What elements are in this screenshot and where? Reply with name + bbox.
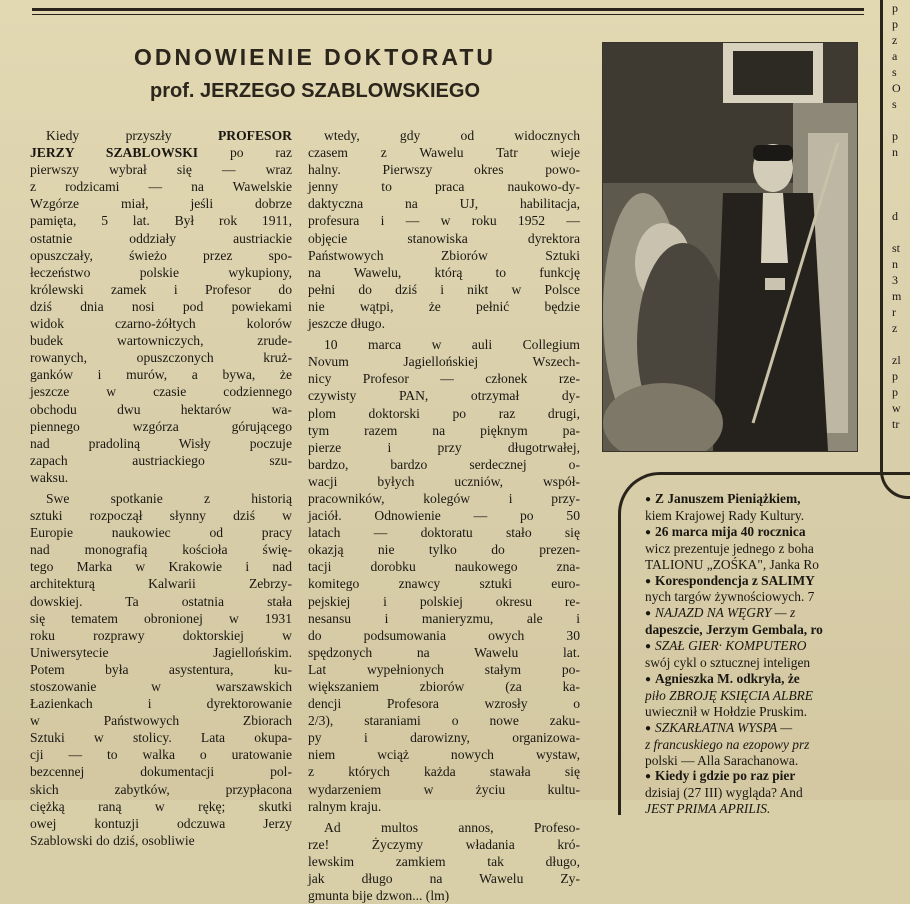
brief-line	[645, 671, 910, 688]
fragment: r	[892, 305, 896, 319]
paragraph-3	[308, 127, 580, 332]
text-line: wydarzeniem w życiu kultu-	[308, 781, 580, 797]
text-line: nad monografią kościoła świę-	[30, 542, 292, 558]
text-segment: jeszcze w czasie codziennego	[30, 384, 292, 400]
text-segment: z rodzicami — na Wawelskie	[30, 179, 292, 195]
brief-text: NAJAZD NA WĘGRY — z	[655, 605, 796, 621]
text-line: sztuki rozpoczął słynny dziś w	[30, 508, 292, 524]
fragment	[892, 176, 910, 192]
text-line	[30, 212, 292, 229]
fragment	[892, 112, 910, 128]
text-line: Novum Jagiellońskiej Wszech-	[308, 354, 580, 370]
text-segment: nad pradoliną Wisły poczuje	[30, 435, 292, 451]
text-line	[30, 418, 292, 435]
text-line: jeszcze długo.	[308, 316, 385, 332]
text-line: na Wawelu, którą to funkcję	[308, 264, 580, 280]
text-segment: zapach austriackiego szu-	[30, 452, 292, 468]
bullet-icon: ●	[645, 575, 652, 587]
text-line: pełni do dziś i nikt w Polsce	[308, 281, 580, 297]
text-line	[30, 127, 292, 144]
brief-line	[645, 638, 910, 655]
text-line: jaciół. Odnowienie — po 50	[308, 508, 580, 524]
text-line: objęcie stanowiska dyrektora	[308, 230, 580, 246]
brief-text: nych targów żywnościowych. 7	[645, 589, 815, 605]
text-line: plom doktorski po raz drugi,	[308, 405, 580, 421]
brief-line	[645, 655, 910, 671]
bullet-icon: ●	[645, 641, 652, 653]
fragment: a	[892, 49, 898, 63]
text-line: latach — doktoratu stało się	[308, 525, 580, 541]
right-edge-fragments	[892, 0, 910, 470]
text-line: Ad multos annos, Profeso-	[324, 819, 580, 835]
bullet-icon: ●	[645, 771, 652, 783]
text-line	[30, 332, 292, 349]
paragraph-5	[308, 819, 580, 904]
text-line	[30, 469, 292, 486]
brief-text: Kiedy i gdzie po raz pier	[655, 768, 796, 784]
text-line: architekturą Kalwarii Zebrzy-	[30, 576, 292, 592]
text-line: Potem była asystentura, ku-	[30, 661, 292, 677]
brief-line	[645, 704, 910, 720]
text-line	[30, 401, 292, 418]
text-line	[30, 349, 292, 366]
brief-text: Agnieszka M. odkryła, że	[655, 670, 800, 686]
text-line: daktyczna na UJ, habilitacja,	[308, 196, 580, 212]
text-segment: rowanych, opuszczonych kruż-	[30, 350, 292, 366]
text-line: profesura i — w roku 1952 —	[308, 213, 580, 229]
text-segment: piennego wzgórza górującego	[30, 418, 292, 434]
text-line: tego Marka w Krakowie i nad	[30, 559, 292, 575]
fragment: zl	[892, 353, 901, 367]
text-line: nicy Profesor — członek rze-	[308, 371, 580, 387]
brief-text: TALIONU „ZOŚKA", Janka Ro	[645, 556, 819, 572]
text-line	[30, 281, 292, 298]
text-line: czywisty PAN, otrzymał dy-	[308, 388, 580, 404]
column-divider	[880, 0, 883, 462]
text-segment: JERZY SZABLOWSKI	[30, 145, 199, 161]
text-segment: królewski zamek i Profesor do	[30, 281, 292, 297]
text-line: wacji byłych uczniów, współ-	[308, 473, 580, 489]
brief-line	[645, 508, 910, 524]
fragment	[892, 192, 910, 208]
text-line: tacji dorobku naukowego zna-	[308, 559, 580, 575]
fragment: d	[892, 209, 898, 223]
brief-text: swój cykl o sztucznej inteligen	[645, 655, 811, 671]
brief-line	[645, 720, 910, 737]
text-line: Szablowski do dziś, osobliwie	[30, 832, 195, 848]
fragment: st	[892, 241, 901, 255]
fragment: p	[892, 17, 898, 31]
brief-text: 26 marca mija 40 rocznica	[655, 523, 806, 539]
text-line: 2/3), staraniami o nowe zaku-	[308, 713, 580, 729]
fragment: w	[892, 401, 901, 415]
text-segment: ostatnie oddziały austriackie	[30, 230, 292, 246]
text-line: pracowników, kolegów i przy-	[308, 490, 580, 506]
brief-text: wicz prezentuje jednego z boha	[645, 540, 814, 556]
text-segment: budek wartowniczych, zrude-	[30, 333, 292, 349]
text-line: skich zabytków, przypłacona	[30, 781, 292, 797]
text-line: w Państwowych Zbiorach	[30, 713, 292, 729]
text-line: pierze i przy długotrwałej,	[308, 439, 580, 455]
ceremony-photo	[603, 43, 857, 451]
fragment: s	[892, 97, 897, 111]
article-headline: ODNOWIENIE DOKTORATU	[134, 44, 496, 70]
text-segment: dziś dnia nosi pod powiekami	[30, 298, 292, 314]
text-line: cji — to walka o uratowanie	[30, 747, 292, 763]
text-line	[30, 161, 292, 178]
article-column-2	[308, 127, 580, 904]
brief-line	[645, 541, 910, 557]
text-line: wtedy, gdy od widocznych	[324, 128, 580, 143]
text-line: nie wątpi, że pełnić będzie	[308, 298, 580, 314]
fragment: p	[892, 1, 898, 15]
brief-line	[645, 785, 910, 801]
bullet-icon: ●	[645, 673, 652, 685]
brief-line	[645, 622, 910, 638]
brief-line	[645, 491, 910, 508]
text-line: dowskiej. Ta ostatnia stała	[30, 593, 292, 609]
text-line: halny. Pierwszy okres powo-	[308, 162, 580, 178]
fragment: z	[892, 33, 898, 47]
paragraph-1	[30, 127, 292, 486]
text-line: tym razem na pięknym pa-	[308, 422, 580, 438]
text-segment: po raz	[198, 145, 292, 161]
text-line: z których każda stawała się	[308, 764, 580, 780]
brief-line	[645, 753, 910, 769]
fragment: tr	[892, 417, 900, 431]
fragment: n	[892, 145, 898, 159]
brief-text: piło ZBROJĘ KSIĘCIA ALBRE	[645, 687, 813, 703]
brief-line	[645, 605, 910, 622]
text-segment: Wzgórze miał, jeśli dobrze	[30, 196, 292, 212]
text-line: rze! Życzymy władania kró-	[308, 836, 580, 852]
fragment	[892, 160, 910, 176]
text-line	[30, 247, 292, 264]
brief-line	[645, 688, 910, 704]
text-line: ciężką raną w rękę; skutki	[30, 798, 292, 814]
text-segment: pamięta, 5 lat. Był rok 1911,	[30, 213, 292, 229]
text-segment: Kiedy przyszły	[46, 128, 218, 143]
text-line: niem wciąż nowych wystaw,	[308, 747, 580, 763]
text-line	[30, 435, 292, 452]
text-line: Swe spotkanie z historią	[46, 490, 292, 506]
fragment: n	[892, 257, 898, 271]
bullet-icon: ●	[645, 608, 652, 620]
fragment: p	[892, 385, 898, 399]
text-segment: PROFESOR	[217, 128, 292, 143]
brief-text: Z Januszem Pieniążkiem,	[655, 491, 801, 506]
brief-text: JEST PRIMA APRILIS.	[645, 801, 771, 817]
text-segment: ganków i murów, a bywa, że	[30, 367, 292, 383]
brief-text: uwiecznił w Hołdzie Pruskim.	[645, 703, 808, 719]
news-briefs-list	[645, 491, 910, 817]
text-line: jenny to praca naukowo-dy-	[308, 179, 580, 195]
text-line: 10 marca w auli Collegium	[324, 337, 580, 353]
article-column-1	[30, 127, 292, 849]
brief-text: dzisiaj (27 III) wygląda? And	[645, 785, 803, 801]
brief-line	[645, 801, 910, 817]
text-line: bardzo, bardzo serdecznej o-	[308, 456, 580, 472]
text-line: się tematem obronionej w 1931	[30, 610, 292, 626]
article-subheadline: prof. JERZEGO SZABLOWSKIEGO	[149, 80, 480, 102]
fragment: s	[892, 65, 897, 79]
text-line: bezcennej dokumentacji pol-	[30, 764, 292, 780]
bullet-icon: ●	[645, 526, 652, 538]
bullet-icon: ●	[645, 722, 652, 734]
text-line: okazją nie tylko do prezen-	[308, 542, 580, 558]
text-segment: obchodu dwu hektarów wa-	[30, 401, 292, 417]
text-line	[30, 452, 292, 469]
fragment: 3	[892, 273, 898, 287]
fragment: p	[892, 129, 898, 143]
bullet-icon: ●	[645, 494, 652, 505]
text-line	[30, 366, 292, 383]
fragment: z	[892, 321, 898, 335]
text-line: dencji Profesora wzrosły o	[308, 696, 580, 712]
top-rule	[32, 8, 864, 11]
top-rule-thin	[32, 14, 864, 15]
text-line: Uniwersytecie Jagiellońskim.	[30, 644, 292, 660]
article-photo	[602, 42, 858, 452]
fragment	[892, 336, 910, 352]
text-line: jak długo na Wawelu Zy-	[308, 871, 580, 887]
brief-line	[645, 557, 910, 573]
text-line	[30, 144, 292, 161]
brief-text: polski — Alla Sarachanowa.	[645, 752, 799, 768]
text-line: Lat wypełnionych stałym po-	[308, 661, 580, 677]
text-segment: pierwszy wybrał się — wraz	[30, 162, 292, 178]
brief-line	[645, 768, 910, 785]
text-line: czasem z Wawelu Tatr wieje	[308, 145, 580, 161]
brief-text: Korespondencja z SALIMY	[655, 572, 815, 588]
brief-line	[645, 524, 910, 541]
fragment: p	[892, 369, 898, 383]
brief-text: z francuskiego na ezopowy prz	[645, 736, 810, 752]
brief-text: kiem Krajowej Rady Kultury.	[645, 507, 805, 523]
text-line: owej kontuzji odczuwa Jerzy	[30, 815, 292, 831]
text-line: stoszowanie w warszawskich	[30, 679, 292, 694]
text-line	[30, 298, 292, 315]
text-segment: waksu.	[30, 469, 69, 485]
brief-line	[645, 573, 910, 590]
text-segment: opuszczały, świeżo przez spo-	[30, 247, 292, 263]
fragment: O	[892, 81, 901, 95]
text-line: gmunta bije dzwon... (lm)	[308, 888, 450, 904]
text-line: większaniem zbiorów (za ka-	[308, 679, 580, 694]
text-line: Łazienkach i dyrektorowanie	[30, 696, 292, 712]
paragraph-4	[308, 336, 580, 815]
paragraph-2	[30, 490, 292, 849]
text-line: ralnym kraju.	[308, 798, 382, 814]
text-line: Sztuki w stolicy. Lata okupa-	[30, 730, 292, 746]
text-line: nesansu i manieryzmu, ale i	[308, 610, 580, 626]
text-line	[30, 315, 292, 332]
text-line: spędzonych na Wawelu lat.	[308, 644, 580, 660]
text-line: Państwowych Zbiorów Sztuki	[308, 247, 580, 263]
text-line	[30, 383, 292, 400]
text-segment: widok czarno-żółtych kolorów	[30, 316, 292, 332]
text-line	[30, 195, 292, 212]
fragment	[892, 224, 910, 240]
brief-text: SZKARŁATNA WYSPA —	[655, 719, 793, 735]
text-line: pejskiej i polskiej okresu re-	[308, 593, 580, 609]
text-line: lewskim zamkiem tak długo,	[308, 853, 580, 869]
text-line: Europie naukowiec od pracy	[30, 525, 292, 541]
text-line: py i darowizny, organizowa-	[308, 730, 580, 746]
text-line: do podsumowania owych 30	[308, 627, 580, 643]
fragment: m	[892, 289, 902, 303]
text-line: roku rozprawy doktorskiej w	[30, 627, 292, 643]
text-line: komitego znawcy sztuki euro-	[308, 576, 580, 592]
text-segment: łeczeństwo polskie wykupiony,	[30, 264, 292, 280]
text-line	[30, 230, 292, 247]
brief-line	[645, 737, 910, 753]
brief-text: dapeszcie, Jerzym Gembala, ro	[645, 622, 823, 638]
text-line	[30, 178, 292, 195]
brief-line	[645, 589, 910, 605]
text-line	[30, 264, 292, 281]
brief-text: SZAŁ GIER· KOMPUTERO	[655, 638, 807, 654]
